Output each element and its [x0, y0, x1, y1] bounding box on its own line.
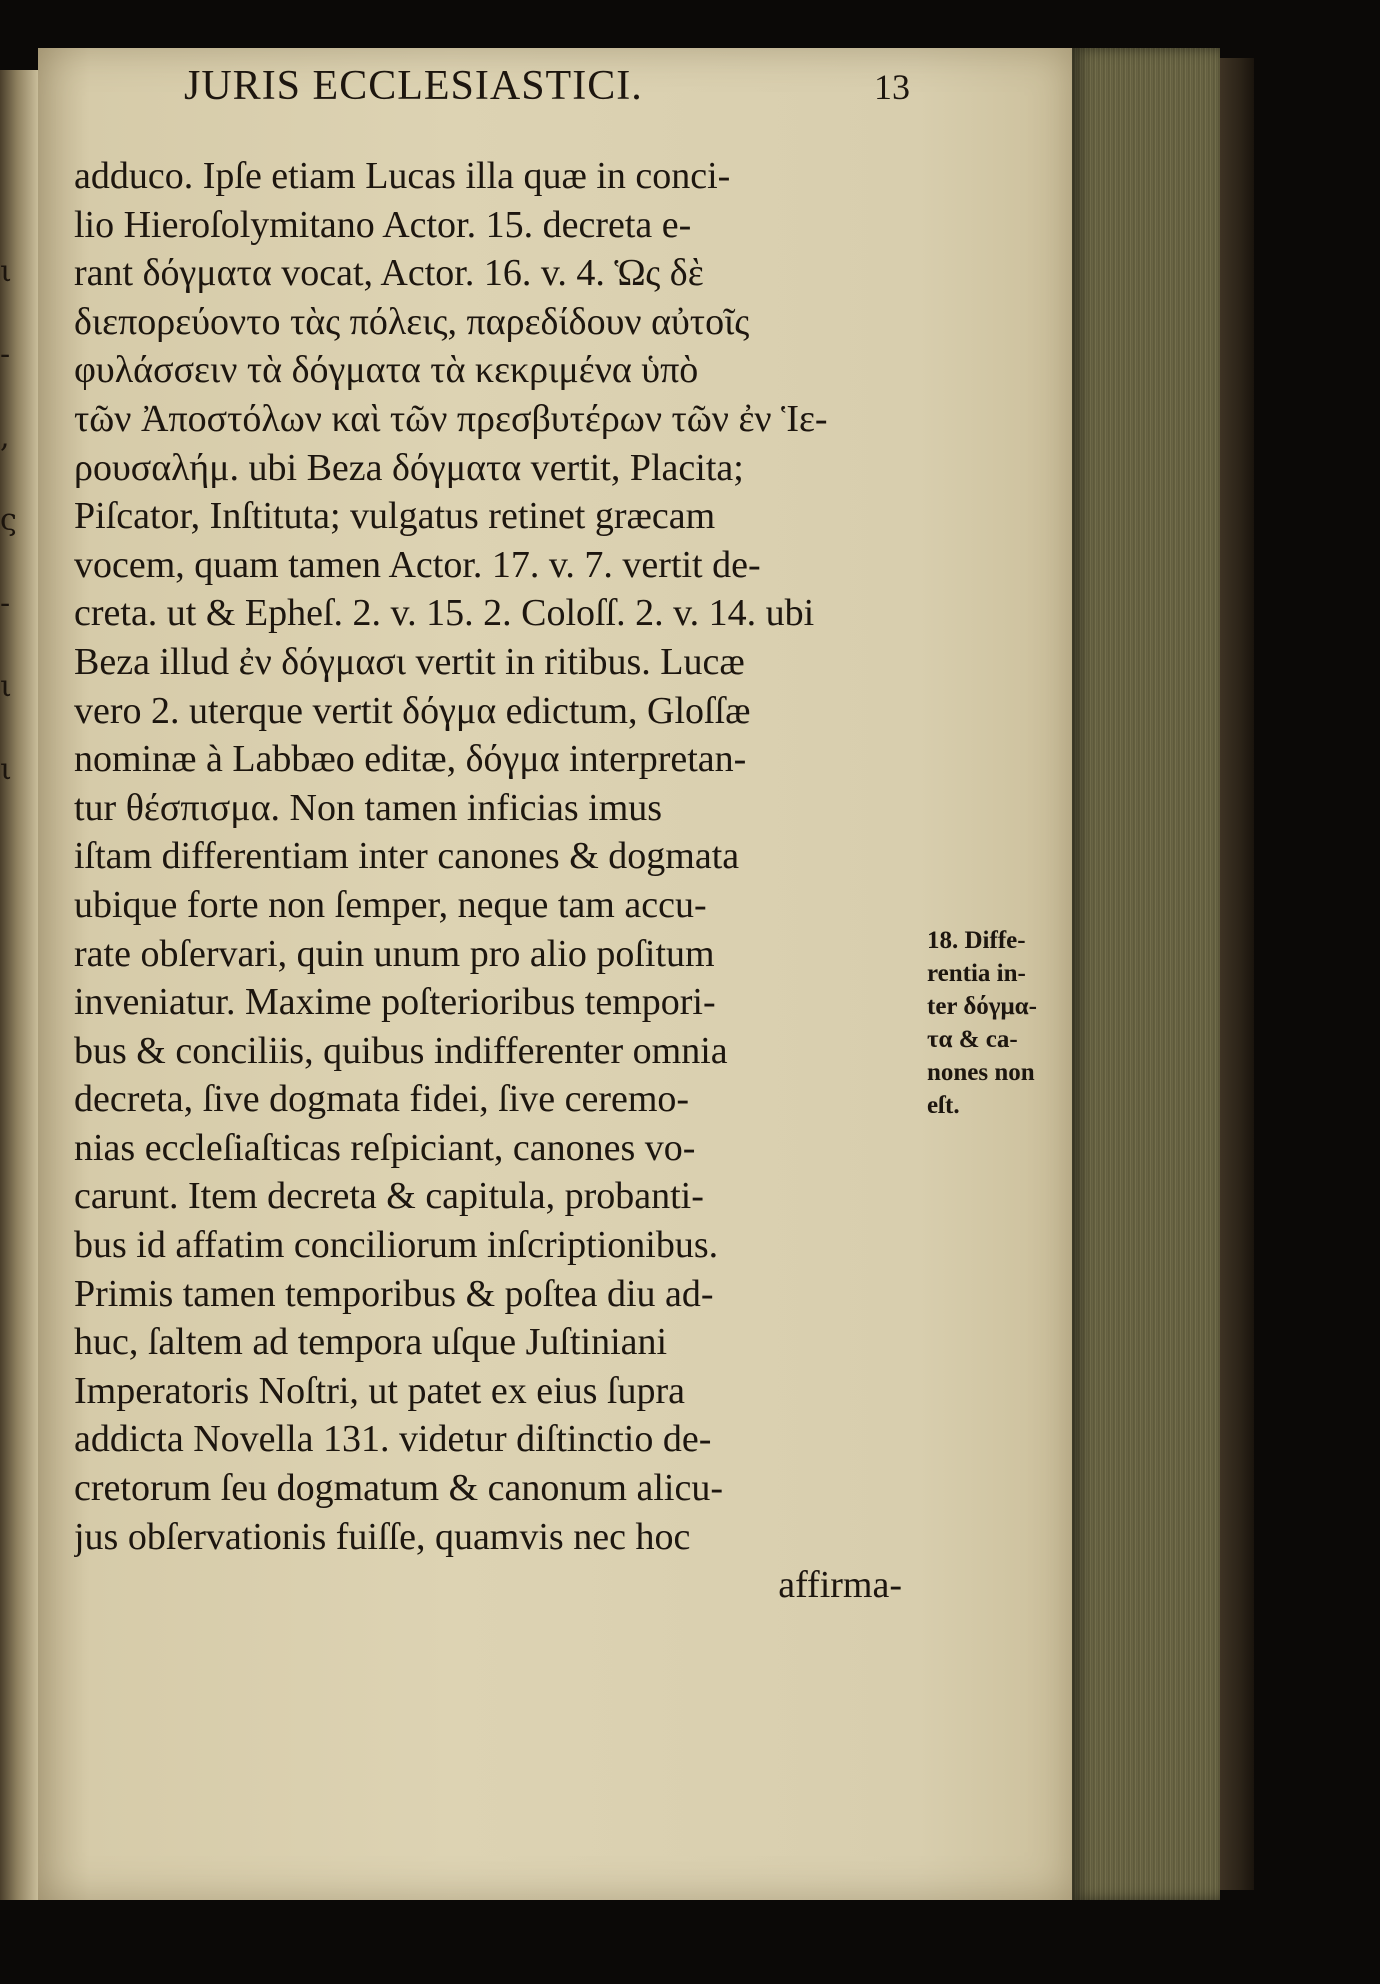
body-text — [74, 152, 902, 1610]
text-line: addicta Novella 131. videtur diſtinctio de- — [74, 1418, 712, 1461]
catchword: affirma- — [778, 1564, 902, 1607]
text-line: τῶν Ἀποστόλων καὶ τῶν πρεσβυτέρων τῶν ἐν Ἱε- — [74, 397, 828, 440]
marginal-note — [927, 924, 1062, 1122]
text-line: διεπορεύοντο τὰς πόλεις, παρεδίδουν αὐτοῖς — [74, 300, 750, 343]
text-line: inveniatur. Maxime poſterioribus tempori- — [74, 981, 716, 1024]
page-text-block — [74, 62, 910, 1610]
text-line: ubique forte non ſemper, neque tam accu- — [74, 883, 707, 926]
text-line: vero 2. uterque vertit δόγμα edictum, Gloſſæ — [74, 689, 751, 732]
text-line: Primis tamen temporibus & poſtea diu ad- — [74, 1272, 714, 1315]
margin-mark: ι — [0, 669, 12, 704]
text-line: decreta, ſive dogmata fidei, ſive ceremo- — [74, 1078, 690, 1121]
text-line: φυλάσσειν τὰ δόγματα τὰ κεκριμένα ὑπὸ — [74, 349, 699, 392]
text-line: creta. ut & Epheſ. 2. v. 15. 2. Coloſſ. 2. v. 14. ubi — [74, 592, 815, 635]
text-line: lio Hieroſolymitano Actor. 15. decreta e- — [74, 203, 692, 246]
marginal-note-line: τα & ca- — [927, 1026, 1018, 1053]
margin-mark: ς — [0, 503, 17, 538]
margin-mark: ι — [0, 752, 12, 787]
text-line: rate obſervari, quin unum pro alio poſitum — [74, 932, 715, 975]
running-head — [74, 62, 910, 152]
text-line: ρουσαλήμ. ubi Beza δόγματα vertit, Placita; — [74, 446, 744, 489]
text-line: cretorum ſeu dogmatum & canonum alicu- — [74, 1467, 723, 1510]
text-line: huc, ſaltem ad tempora uſque Juſtiniani — [74, 1321, 668, 1364]
running-head-title: JURIS ECCLESIASTICI. — [184, 63, 643, 109]
margin-mark: ι — [0, 254, 12, 289]
text-line: Piſcator, Inſtituta; vulgatus retinet græcam — [74, 495, 716, 538]
page-number: 13 — [874, 67, 910, 107]
text-line: Beza illud ἐν δόγμασι vertit in ritibus. Lucæ — [74, 640, 745, 683]
margin-mark: , — [0, 420, 10, 455]
text-line: bus id affatim conciliorum inſcriptionibus. — [74, 1224, 719, 1267]
marginal-note-line: 18. Diffe- — [927, 927, 1026, 954]
text-line: carunt. Item decreta & capitula, probanti- — [74, 1175, 704, 1218]
text-line: bus & conciliis, quibus indifferenter omnia — [74, 1029, 728, 1072]
margin-mark: - — [0, 337, 11, 372]
text-line: tur θέσπισμα. Non tamen inficias imus — [74, 786, 663, 829]
margin-mark: - — [0, 586, 11, 621]
text-line: adduco. Ipſe etiam Lucas illa quæ in conci- — [74, 155, 731, 197]
text-line: nias eccleſiaſticas reſpiciant, canones vo- — [74, 1126, 696, 1169]
text-line: nominæ à Labbæo editæ, δόγμα interpretan- — [74, 738, 747, 781]
page-fore-edge — [1072, 48, 1220, 1900]
text-line: vocem, quam tamen Actor. 17. v. 7. vertit de- — [74, 543, 761, 586]
text-line: rant δόγματα vocat, Actor. 16. v. 4. Ὡς δὲ — [74, 252, 704, 295]
marginal-note-line: ter δόγμα- — [927, 993, 1037, 1020]
left-page-margin-marks — [0, 230, 17, 811]
text-line: iſtam differentiam inter canones & dogmata — [74, 835, 740, 878]
cover-board — [1220, 58, 1254, 1890]
marginal-note-line: eſt. — [927, 1092, 960, 1119]
text-line: jus obſervationis fuiſſe, quamvis nec hoc — [74, 1515, 691, 1558]
text-line: Imperatoris Noſtri, ut patet ex eius ſupra — [74, 1369, 685, 1412]
marginal-note-line: nones non — [927, 1059, 1035, 1086]
marginal-note-line: rentia in- — [927, 960, 1026, 987]
